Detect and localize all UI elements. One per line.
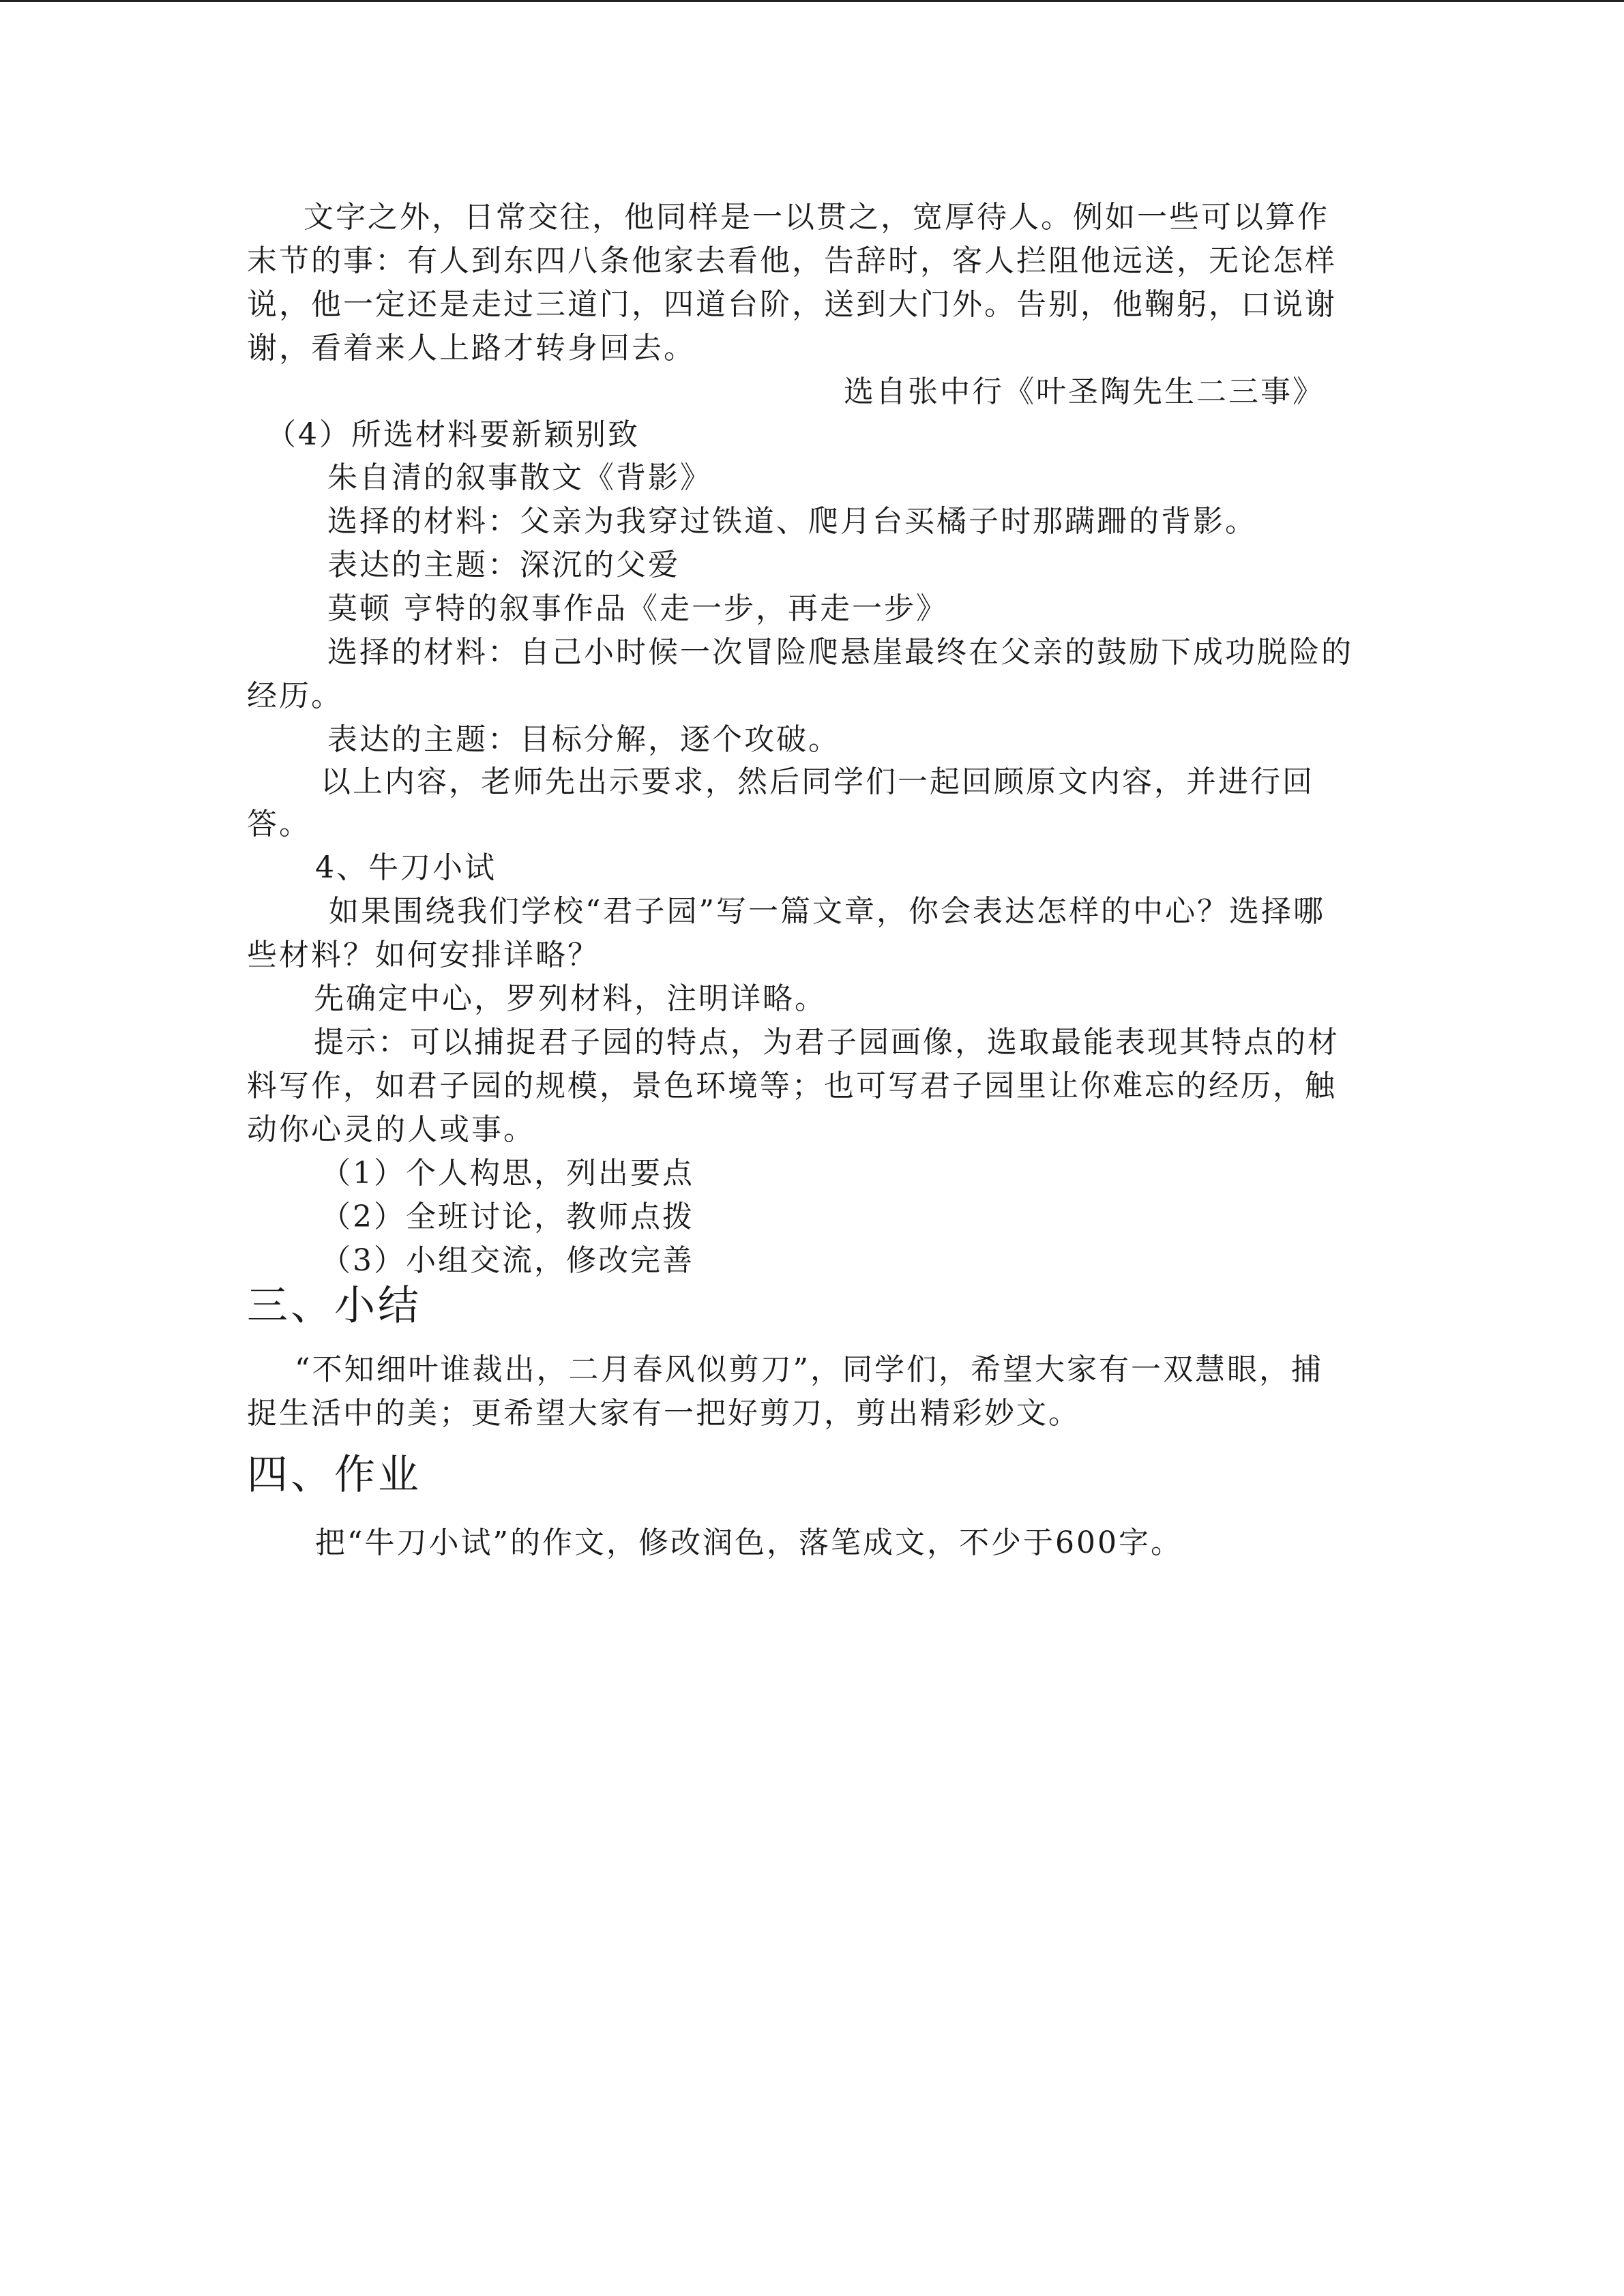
intro-line-2: 末节的事：有人到东四八条他家去看他，告辞时，客人拦阻他远送，无论怎样 (247, 243, 1337, 278)
source-citation: 选自张中行《叶圣陶先生二三事》 (844, 374, 1325, 409)
summary-text-line-1: “不知细叶谁裁出，二月春风似剪刀”，同学们，希望大家有一双慧眼，捕 (295, 1352, 1323, 1387)
homework-heading: 四、作业 (247, 1451, 422, 1499)
intro-line-3: 说，他一定还是走过三道门，四道台阶，送到大门外。告别，他鞠躬，口说谢 (247, 287, 1337, 322)
practice-step-3: （3）小组交流，修改完善 (321, 1243, 694, 1278)
practice-hint-line-1: 提示：可以捕捉君子园的特点，为君子园画像，选取最能表现其特点的材 (314, 1025, 1340, 1060)
practice-hint-line-2: 料写作，如君子园的规模，景色环境等；也可写君子园里让你难忘的经历，触 (247, 1069, 1337, 1103)
practice-question-line-1: 如果围绕我们学校“君子园”写一篇文章，你会表达怎样的中心？选择哪 (329, 894, 1325, 929)
practice-question-line-2: 些材料？如何安排详略？ (247, 938, 600, 972)
teacher-note-line-2: 答。 (247, 807, 311, 841)
example1-material: 选择的材料：父亲为我穿过铁道、爬月台买橘子时那蹒跚的背影。 (327, 504, 1257, 539)
homework-text: 把“牛刀小试”的作文，修改润色，落笔成文，不少于600字。 (315, 1525, 1183, 1560)
example2-title: 莫顿 亨特的叙事作品《走一步，再走一步》 (327, 591, 948, 626)
practice-step-2: （2）全班讨论，教师点拨 (321, 1199, 694, 1234)
point4-title: （4）所选材料要新颖别致 (266, 417, 640, 452)
example2-theme: 表达的主题：目标分解，逐个攻破。 (327, 722, 840, 757)
example2-material-line-1: 选择的材料：自己小时候一次冒险爬悬崖最终在父亲的鼓励下成功脱险的 (327, 635, 1353, 670)
practice-title: 4、牛刀小试 (315, 850, 497, 885)
teacher-note-line-1: 以上内容，老师先出示要求，然后同学们一起回顾原文内容，并进行回 (321, 764, 1314, 799)
example2-material-line-2: 经历。 (247, 679, 343, 713)
intro-line-1: 文字之外，日常交往，他同样是一以贯之，宽厚待人。例如一些可以算作 (304, 200, 1329, 235)
summary-text-line-2: 捉生活中的美；更希望大家有一把好剪刀，剪出精彩妙文。 (247, 1396, 1080, 1431)
practice-step-1: （1）个人构思，列出要点 (321, 1156, 694, 1191)
practice-hint-line-3: 动你心灵的人或事。 (247, 1112, 535, 1147)
intro-line-4: 谢，看着来人上路才转身回去。 (247, 331, 696, 366)
summary-heading: 三、小结 (247, 1282, 422, 1330)
example1-title: 朱自清的叙事散文《背影》 (327, 460, 712, 495)
example1-theme: 表达的主题：深沉的父爱 (327, 548, 680, 582)
practice-instruction: 先确定中心，罗列材料，注明详略。 (314, 981, 827, 1016)
